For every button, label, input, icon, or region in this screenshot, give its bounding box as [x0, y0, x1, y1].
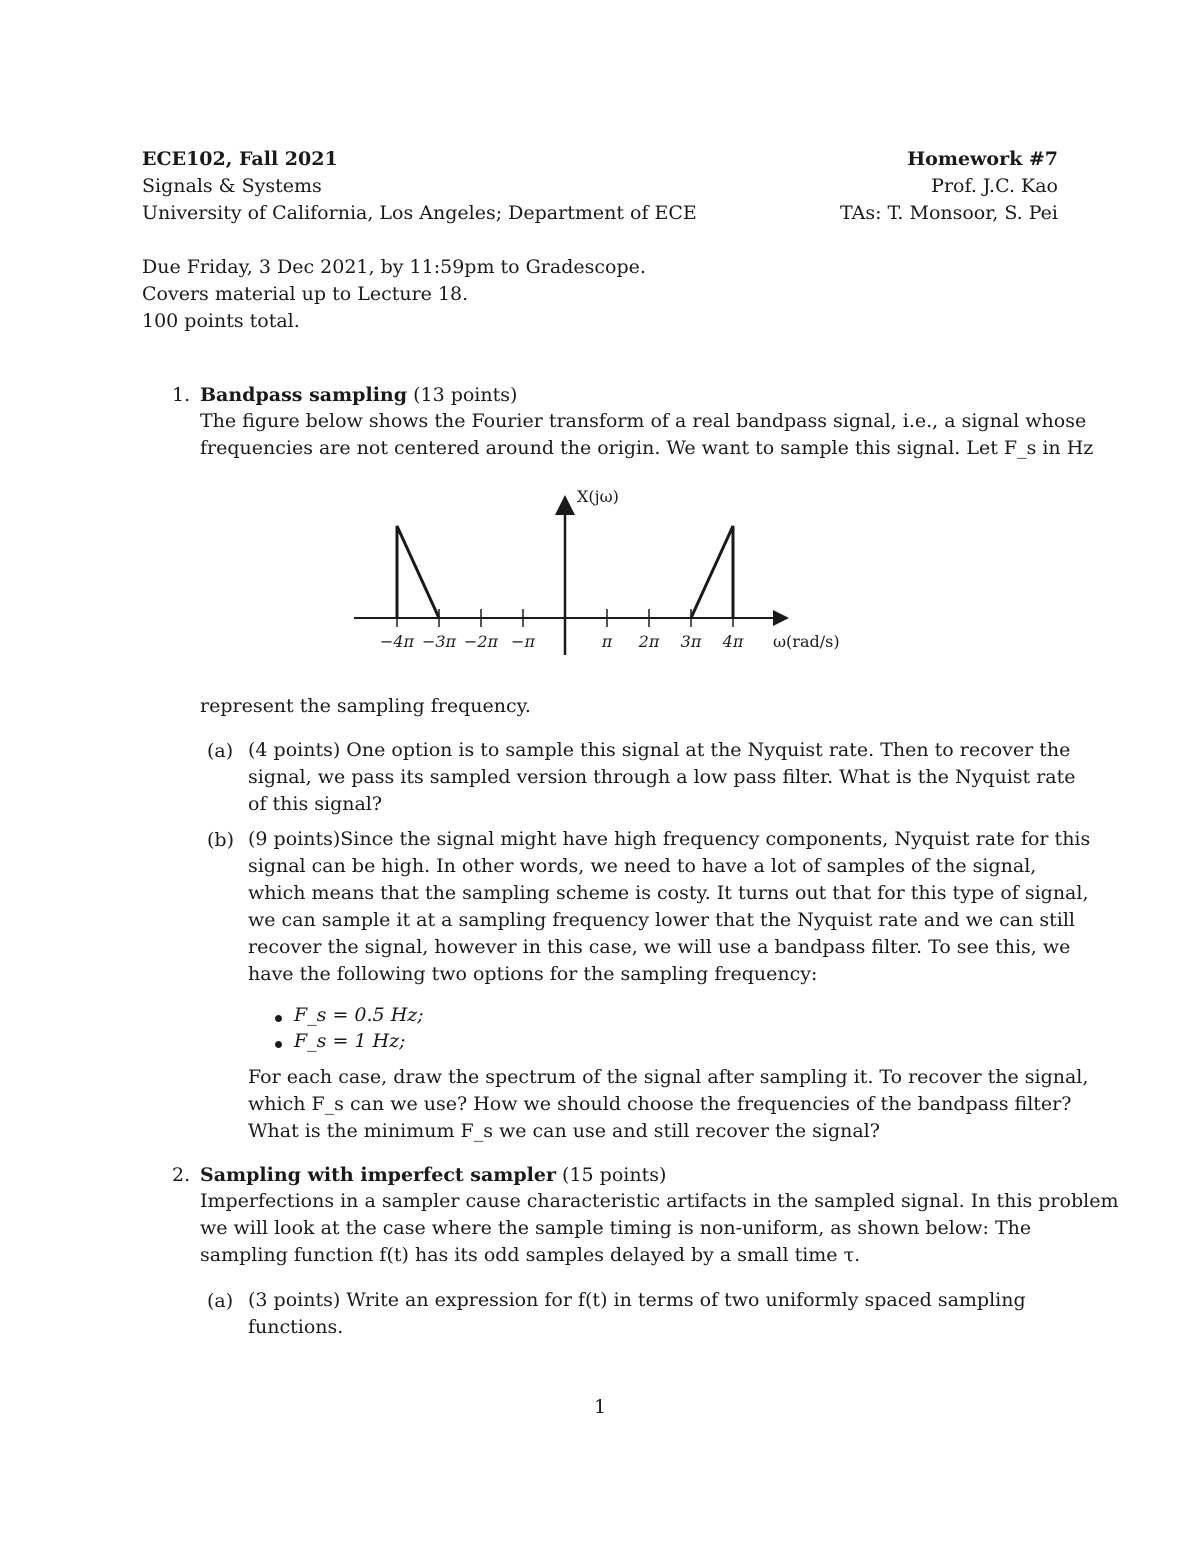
problem-1-after-figure: represent the sampling frequency. [200, 695, 531, 717]
part-1b-followup-line: What is the minimum F_s we can use and still recover the signal? [248, 1120, 880, 1142]
part-1a-line: signal, we pass its sampled version through a low pass filter. What is the Nyquist rate [248, 766, 1076, 788]
problem-1-points: (13 points) [413, 384, 518, 406]
part-2a-text [248, 1287, 1058, 1341]
bullet-item: F_s = 1 Hz; [294, 1030, 406, 1052]
spectrum-positive-band [691, 526, 733, 618]
x-tick-label: 2π [638, 632, 660, 651]
part-1b-line: we can sample it at a sampling frequency lower that the Nyquist rate and we can still [248, 909, 1075, 931]
bullet-item: F_s = 0.5 Hz; [294, 1004, 424, 1026]
problem-2-points: (15 points) [562, 1164, 667, 1186]
part-1b-line: (9 points)Since the signal might have high frequency components, Nyquist rate for this [248, 828, 1091, 850]
spectrum-negative-band [397, 526, 439, 618]
problem-1-intro [200, 408, 1094, 462]
assignment-title: Homework #7 [907, 148, 1058, 170]
bullet-icon [275, 1041, 282, 1048]
institution: University of California, Los Angeles; Department of ECE [142, 202, 697, 224]
part-1b-line: which means that the sampling scheme is costy. It turns out that for this type of signal, [248, 882, 1089, 904]
course-subject: Signals & Systems [142, 175, 322, 197]
bullet-icon [275, 1015, 282, 1022]
part-1b-followup-line: which F_s can we use? How we should choose the frequencies of the bandpass filter? [248, 1093, 1072, 1115]
x-tick-label: −3π [421, 632, 457, 651]
part-1b-text [248, 826, 1091, 988]
part-1a-text [248, 737, 1076, 818]
problem-2-intro-line: sampling function f(t) has its odd samples delayed by a small time τ. [200, 1244, 861, 1266]
part-2a-line: functions. [248, 1316, 344, 1338]
x-tick-label: −4π [379, 632, 415, 651]
part-1b-followup [248, 1064, 1089, 1145]
professor: Prof. J.C. Kao [931, 175, 1058, 197]
part-1b-line: recover the signal, however in this case, we will use a bandpass filter. To see this, we [248, 936, 1071, 958]
part-1b-line: signal can be high. In other words, we need to have a lot of samples of the signal, [248, 855, 1037, 877]
y-axis-label: X(jω) [577, 487, 619, 506]
problem-2-heading [200, 1166, 666, 1185]
x-axis-label: ω(rad/s) [773, 632, 840, 651]
part-2a-line: (3 points) Write an expression for f(t) in terms of two uniformly spaced sampling [248, 1289, 1026, 1311]
problem-2-title: Sampling with imperfect sampler [200, 1164, 556, 1186]
teaching-assistants: TAs: T. Monsoor, S. Pei [839, 202, 1058, 224]
problem-1-intro-line: frequencies are not centered around the origin. We want to sample this signal. Let F_s in Hz [200, 437, 1094, 459]
part-1b-followup-line: For each case, draw the spectrum of the signal after sampling it. To recover the signal, [248, 1066, 1089, 1088]
part-1a-label: (a) [207, 740, 234, 762]
problem-2-intro-line: Imperfections in a sampler cause characteristic artifacts in the sampled signal. In this problem [200, 1190, 1119, 1212]
problem-1-number: 1. [172, 384, 191, 406]
spectrum-figure [330, 480, 890, 670]
x-tick-label: −2π [463, 632, 499, 651]
problem-2-number: 2. [172, 1164, 191, 1186]
problem-1-intro-line: The figure below shows the Fourier transform of a real bandpass signal, i.e., a signal whose [200, 410, 1087, 432]
x-tick-label: −π [511, 632, 535, 651]
x-tick-label: 3π [680, 632, 702, 651]
part-1b-line: have the following two options for the sampling frequency: [248, 963, 818, 985]
part-2a-label: (a) [207, 1290, 234, 1312]
problem-1-title: Bandpass sampling [200, 384, 408, 406]
due-date: Due Friday, 3 Dec 2021, by 11:59pm to Gradescope. [142, 256, 646, 278]
part-1a-line: of this signal? [248, 793, 383, 815]
part-1b-label: (b) [207, 829, 234, 851]
course-title: ECE102, Fall 2021 [142, 148, 338, 170]
page-number: 1 [593, 1396, 607, 1418]
x-tick-label: π [601, 632, 613, 651]
x-tick-label: 4π [722, 632, 744, 651]
part-1a-line: (4 points) One option is to sample this signal at the Nyquist rate. Then to recover the [248, 739, 1071, 761]
problem-1-heading [200, 386, 517, 405]
total-points: 100 points total. [142, 310, 300, 332]
problem-2-intro-line: we will look at the case where the sample timing is non-uniform, as shown below: The [200, 1217, 1032, 1239]
problem-2-intro [200, 1188, 1119, 1269]
covers-note: Covers material up to Lecture 18. [142, 283, 469, 305]
